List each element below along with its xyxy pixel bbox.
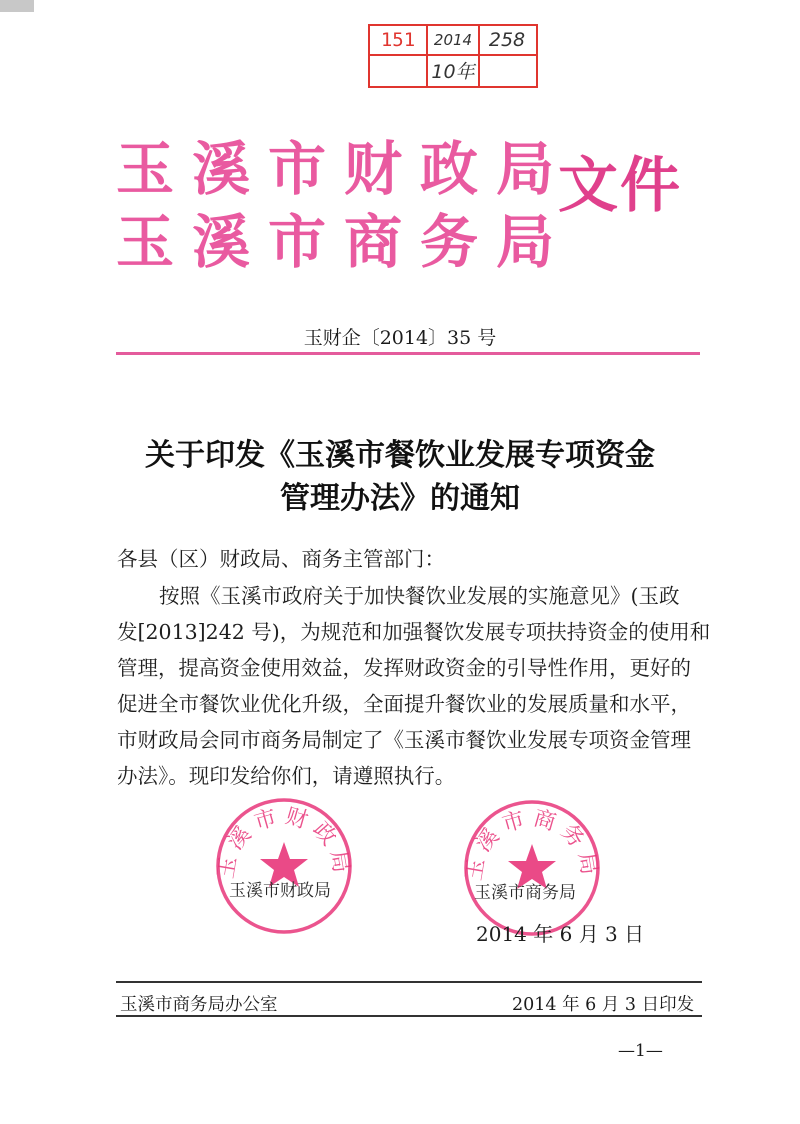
footer-top-rule (116, 981, 702, 983)
letterhead-issuer-commerce: 玉溪市商务局 (116, 208, 573, 276)
seal-finance-text: 玉溪市财政局 (213, 803, 355, 881)
footer-print-date: 2014 年 6 月 3 日印发 (512, 995, 695, 1015)
footer-issuing-office: 玉溪市商务局办公室 (120, 995, 278, 1015)
body-line: 办法》。现印发给你们，请遵照执行。 (117, 764, 456, 788)
scan-corner-mark (0, 0, 34, 12)
signature-commerce-bureau: 玉溪市商务局 (474, 883, 576, 903)
document-number: 玉财企〔2014〕35 号 (303, 327, 497, 349)
body-line: 促进全市餐饮业优化升级，全面提升餐饮业的发展质量和水平， (117, 692, 691, 716)
archive-number: 151 (380, 29, 416, 51)
letterhead-doc-word: 文件 (558, 151, 682, 221)
document-title-line-2: 管理办法》的通知 (280, 481, 520, 516)
body-line: 市财政局会同市商务局制定了《玉溪市餐饮业发展专项资金管理 (117, 728, 691, 752)
letterhead-issuer-finance: 玉溪市财政局 (116, 135, 573, 203)
signing-date: 2014 年 6 月 3 日 (476, 922, 645, 946)
salutation: 各县（区）财政局、商务主管部门： (117, 547, 445, 571)
body-line: 按照《玉溪市政府关于加快餐饮业发展的实施意见》(玉政 (159, 584, 680, 608)
archive-year: 2014 (433, 31, 473, 49)
letterhead-red-rule (116, 352, 700, 355)
body-line: 发[2013]242 号)，为规范和加强餐饮发展专项扶持资金的使用和 (117, 620, 711, 644)
archive-item: 258 (488, 29, 526, 51)
page-number: —1— (618, 1041, 663, 1061)
archive-period: 10年 (431, 60, 475, 83)
seal-commerce-bureau (462, 798, 602, 938)
seal-finance-bureau (214, 796, 354, 936)
signature-finance-bureau: 玉溪市财政局 (229, 881, 331, 901)
document-title-line-1: 关于印发《玉溪市餐饮业发展专项资金 (145, 438, 655, 473)
seal-commerce-text: 玉溪市商务局 (461, 805, 603, 883)
archive-stamp (368, 24, 538, 88)
body-line: 管理，提高资金使用效益，发挥财政资金的引导性作用，更好的 (117, 656, 691, 680)
footer-bottom-rule (116, 1015, 702, 1017)
